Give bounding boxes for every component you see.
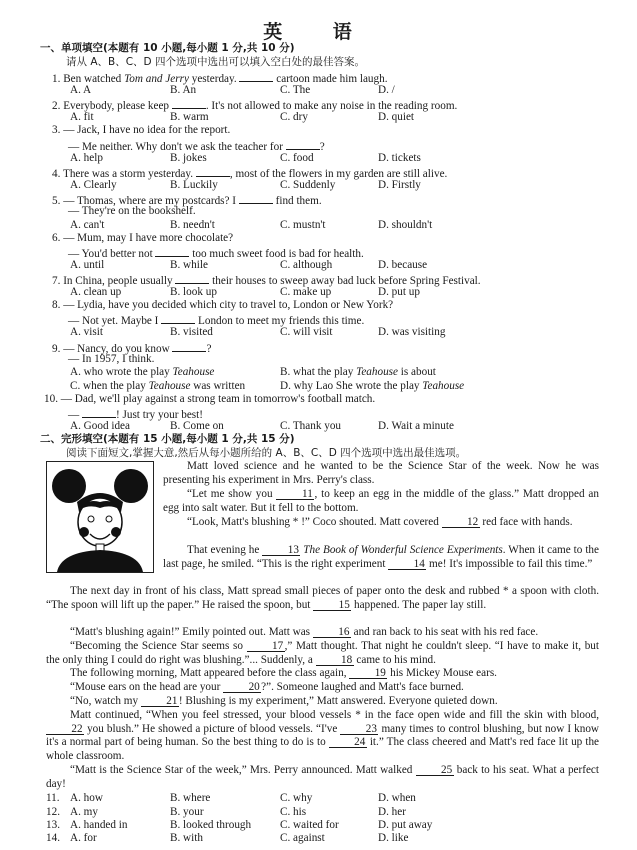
option-a[interactable]: A. handed in	[70, 819, 128, 831]
question-6: 6. — Mum, may I have more chocolate?	[52, 232, 234, 244]
blank-24[interactable]: 24	[329, 736, 367, 748]
option-d[interactable]: D. why Lao She wrote the play Teahouse	[280, 380, 465, 392]
passage-paragraph-5: The next day in front of his class, Matt spread small pieces of paper onto the desk and rubbed * a spoon with cloth. “The spoon will lift up the paper.” He raised the spoon, but 15 happened. The paper lay still.	[46, 585, 599, 611]
option-c[interactable]: C. against	[280, 832, 325, 844]
blank-13[interactable]: 13	[262, 544, 300, 556]
option-b[interactable]: B. looked through	[170, 819, 252, 831]
passage-paragraph-11: Matt continued, “When you feel stressed, your blood vessels * in the face open wide and fill the skin with blood, 22 you blush.” He showed a picture of blood vessels. “I've 23 many times to control blushing, but now I know it's a normal part of being human. So the best thing to do is to 24 it.” The class cheered and Matt's red face lit up the whole classroom.	[46, 709, 600, 763]
blank-22[interactable]: 22	[46, 723, 84, 735]
question-6-line-2: — You'd better not too much sweet food is bad for health.	[68, 245, 364, 261]
blank-15[interactable]: 15	[313, 599, 351, 611]
option-d[interactable]: D. Wait a minute	[378, 420, 454, 432]
passage-paragraph-1: Matt loved science and he wanted to be the Science Star of the week. Now he was presenting his experiment in Mrs. Perry's class.	[163, 460, 599, 486]
answer-blank[interactable]	[172, 340, 206, 352]
blank-16[interactable]: 16	[313, 626, 351, 638]
option-a[interactable]: A. until	[70, 259, 105, 271]
blank-20[interactable]: 20	[223, 681, 261, 693]
option-d[interactable]: D. like	[378, 832, 409, 844]
option-a[interactable]: A. who wrote the play Teahouse	[70, 366, 215, 378]
passage-paragraph-12: “Matt is the Science Star of the week,” Mrs. Perry announced. Matt walked 25 back to his seat. What a perfect day!	[46, 764, 599, 790]
option-d[interactable]: D. her	[378, 806, 406, 818]
question-9-line-2: — In 1957, I think.	[68, 353, 155, 365]
option-c[interactable]: C. mustn't	[280, 219, 326, 231]
question-4: 4. There was a storm yesterday. , most of the flowers in my garden are still alive.	[52, 165, 447, 181]
option-a[interactable]: A. Clearly	[70, 179, 117, 191]
option-a[interactable]: A. my	[70, 806, 98, 818]
option-c[interactable]: C. waited for	[280, 819, 339, 831]
question-1: 1. Ben watched Tom and Jerry yesterday. cartoon made him laugh.	[52, 70, 388, 86]
passage-paragraph-8: The following morning, Matt appeared before the class again, 19 his Mickey Mouse ears.	[70, 667, 497, 679]
option-d[interactable]: D. shouldn't	[378, 219, 433, 231]
option-d[interactable]: D. because	[378, 259, 428, 271]
question-10: 10. — Dad, we'll play against a strong team in tomorrow's football match.	[44, 393, 376, 405]
option-b[interactable]: B. while	[170, 259, 208, 271]
blank-23[interactable]: 23	[340, 723, 378, 735]
option-b[interactable]: B. jokes	[170, 152, 207, 164]
passage-paragraph-2: “Let me show you 11 , to keep an egg in the middle of the glass.” Matt dropped an egg into salt water. But it fell to the bottom.	[163, 488, 599, 514]
option-b[interactable]: B. where	[170, 792, 211, 804]
option-d[interactable]: D. was visiting	[378, 326, 446, 338]
option-b[interactable]: B. An	[170, 84, 197, 96]
option-d[interactable]: D. Firstly	[378, 179, 421, 191]
option-a[interactable]: A. for	[70, 832, 97, 844]
option-c[interactable]: C. make up	[280, 286, 332, 298]
question-7: 7. In China, people usually their houses to sweep away bad luck before Spring Festival.	[52, 272, 481, 288]
option-c[interactable]: C. when the play Teahouse was written	[70, 380, 246, 392]
option-a[interactable]: A. clean up	[70, 286, 122, 298]
option-b[interactable]: B. Luckily	[170, 179, 218, 191]
option-b[interactable]: B. needn't	[170, 219, 215, 231]
option-c[interactable]: C. The	[280, 84, 311, 96]
blank-25[interactable]: 25	[416, 764, 454, 776]
answer-blank[interactable]	[239, 70, 273, 82]
answer-blank[interactable]	[161, 312, 195, 324]
section-1-heading: 一、单项填空(本题有 10 小题,每小题 1 分,共 10 分)	[40, 42, 295, 54]
option-d[interactable]: D. when	[378, 792, 416, 804]
option-b[interactable]: B. what the play Teahouse is about	[280, 366, 436, 378]
option-b[interactable]: B. visited	[170, 326, 213, 338]
option-c[interactable]: C. although	[280, 259, 333, 271]
question-9: 9. — Nancy, do you know ?	[52, 340, 211, 356]
option-c[interactable]: C. Thank you	[280, 420, 342, 432]
question-2: 2. Everybody, please keep . It's not allowed to make any noise in the reading room.	[52, 97, 457, 113]
option-c[interactable]: C. food	[280, 152, 314, 164]
blank-21[interactable]: 21	[141, 695, 179, 707]
answer-blank[interactable]	[155, 245, 189, 257]
question-3-line-2: — Me neither. Why don't we ask the teacher for ?	[68, 138, 325, 154]
blank-11[interactable]: 11	[276, 488, 314, 500]
option-b[interactable]: B. Come on	[170, 420, 224, 432]
option-b[interactable]: B. warm	[170, 111, 209, 123]
section-2-instruction: 阅读下面短文,掌握大意,然后从每小题所给的 A、B、C、D 四个选项中选出最佳选项。	[66, 447, 467, 459]
section-2-heading: 二、完形填空(本题有 15 小题,每小题 1 分,共 15 分)	[40, 433, 295, 445]
passage-illustration	[46, 461, 154, 573]
blank-14[interactable]: 14	[388, 558, 426, 570]
option-b[interactable]: B. look up	[170, 286, 217, 298]
option-c[interactable]: C. will visit	[280, 326, 333, 338]
blank-18[interactable]: 18	[316, 654, 354, 666]
passage-paragraph-3: “Look, Matt's blushing * !” Coco shouted. Matt covered 12 red face with hands.	[187, 516, 573, 528]
answer-blank[interactable]	[175, 272, 209, 284]
question-8: 8. — Lydia, have you decided which city to travel to, London or New York?	[52, 299, 394, 311]
option-d[interactable]: D. put away	[378, 819, 433, 831]
passage-paragraph-6: “Matt's blushing again!” Emily pointed out. Matt was 16 and ran back to his seat with his red face.	[70, 626, 539, 638]
option-a[interactable]: A. help	[70, 152, 103, 164]
option-c[interactable]: C. dry	[280, 111, 308, 123]
blank-17[interactable]: 17	[247, 640, 285, 652]
option-d[interactable]: D. /	[378, 84, 395, 96]
option-a[interactable]: A. can't	[70, 219, 105, 231]
passage-paragraph-7: “Becoming the Science Star seems so 17,” Matt thought. That night he couldn't sleep. “I have to make it, but the only thing I could do right was blushing.”... Suddenly, a 18 came to his mind.	[46, 640, 600, 666]
option-d[interactable]: D. tickets	[378, 152, 421, 164]
page-title: 英 语	[263, 21, 374, 43]
option-a[interactable]: A. visit	[70, 326, 103, 338]
blank-19[interactable]: 19	[349, 667, 387, 679]
option-a[interactable]: A. A	[70, 84, 92, 96]
option-d[interactable]: D. put up	[378, 286, 420, 298]
option-b[interactable]: B. your	[170, 806, 204, 818]
answer-blank[interactable]	[239, 192, 273, 204]
option-c[interactable]: C. his	[280, 806, 307, 818]
passage-paragraph-4: That evening he 13 The Book of Wonderful Science Experiments. When it came to the last page, he smiled. “This is the right experiment 14 me! It's impossible to fail this time.”	[163, 544, 599, 570]
option-c[interactable]: C. Suddenly	[280, 179, 336, 191]
question-8-line-2: — Not yet. Maybe I London to meet my friends this time.	[68, 312, 364, 328]
cartoon-boy-icon	[47, 462, 153, 572]
question-10-line-2: — ! Just try your best!	[68, 406, 203, 422]
option-d[interactable]: D. quiet	[378, 111, 415, 123]
question-5-line-2: — They're on the bookshelf.	[68, 205, 196, 217]
option-a[interactable]: A. Good idea	[70, 420, 130, 432]
question-3: 3. — Jack, I have no idea for the report.	[52, 124, 231, 136]
passage-paragraph-10: “No, watch my 21! Blushing is my experiment,” Matt answered. Everyone quieted down.	[70, 695, 498, 707]
answer-blank[interactable]	[172, 97, 206, 109]
question-5: 5. — Thomas, where are my postcards? I find them.	[52, 192, 322, 208]
answer-blank[interactable]	[286, 138, 320, 150]
passage-paragraph-9: “Mouse ears on the head are your 20?”. Someone laughed and Matt's face burned.	[70, 681, 464, 693]
section-1-instruction: 请从 A、B、C、D 四个选项中选出可以填入空白处的最佳答案。	[66, 56, 365, 68]
option-b[interactable]: B. with	[170, 832, 203, 844]
answer-blank[interactable]	[82, 406, 116, 418]
answer-blank[interactable]	[196, 165, 230, 177]
blank-12[interactable]: 12	[442, 516, 480, 528]
option-a[interactable]: A. fit	[70, 111, 94, 123]
option-c[interactable]: C. why	[280, 792, 313, 804]
option-a[interactable]: A. how	[70, 792, 103, 804]
